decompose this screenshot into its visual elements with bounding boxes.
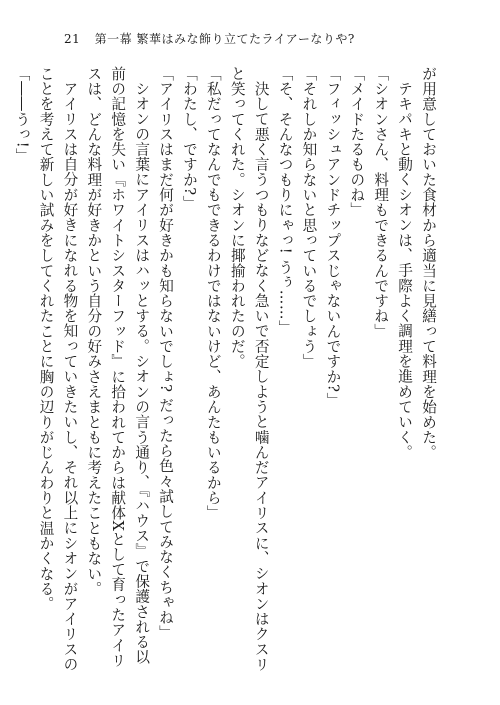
text-line: 「――うっ!」	[13, 66, 31, 164]
text-line: 前の記憶を失い『ホワイトシスターフッド』に拾われてからは献体Xとして育ったアイリ	[109, 66, 127, 668]
text-line: 「わたし、ですか?」	[180, 66, 198, 211]
text-line: 「シオンさん、料理もできるんですね」	[372, 66, 390, 339]
text-line: 「そ、そんなつもりにゃっ! うぅ……」	[276, 66, 294, 336]
chapter-title: 繁華はみな飾り立てたライアーなりや?	[136, 32, 355, 46]
text-line: シオンの言葉にアイリスはハッとする。シオンの言う通り、『ハウス』で保護される以	[133, 80, 151, 665]
text-line: 「メイドたるものね」	[348, 66, 366, 218]
text-line: と笑ってくれた。シオンに揶揄われたのだ。	[228, 66, 246, 369]
text-line: 決して悪く言うつもりなどなく急いで否定しようと噛んだアイリスに、シオンはクスリ	[252, 80, 270, 672]
text-line: 「フィッシュアンドチップスじゃないんですか?」	[324, 66, 342, 408]
text-line: 「それしか知らないと思っているでしょう」	[300, 66, 318, 369]
text-line: 「アイリスはまだ何が好きかも知らないでしょ? だったら色々試してみなくちゃね」	[157, 66, 175, 641]
text-line: テキパキと動くシオンは、手際よく調理を進めていく。	[396, 80, 414, 460]
chapter-label: 第一幕	[94, 32, 133, 46]
text-line: アイリスは自分が好きになれる物を知っていきたいし、それ以上にシオンがアイリスの	[61, 80, 79, 672]
page-number: 21	[64, 32, 81, 46]
text-line: 「私だってなんでもできるわけではないけど、あんたもいるから」	[204, 66, 222, 521]
text-line: スは、どんな料理が好きかという自分の好みさえまともに考えたこともない。	[85, 66, 103, 597]
text-line: ことを考えて新しい試みをしてくれたことに胸の辺りがじんわりと温かくなる。	[37, 66, 55, 612]
vertical-text-body	[13, 66, 440, 672]
text-line: が用意しておいた食材から適当に見繕って料理を始めた。	[420, 66, 437, 460]
running-header	[64, 30, 355, 47]
